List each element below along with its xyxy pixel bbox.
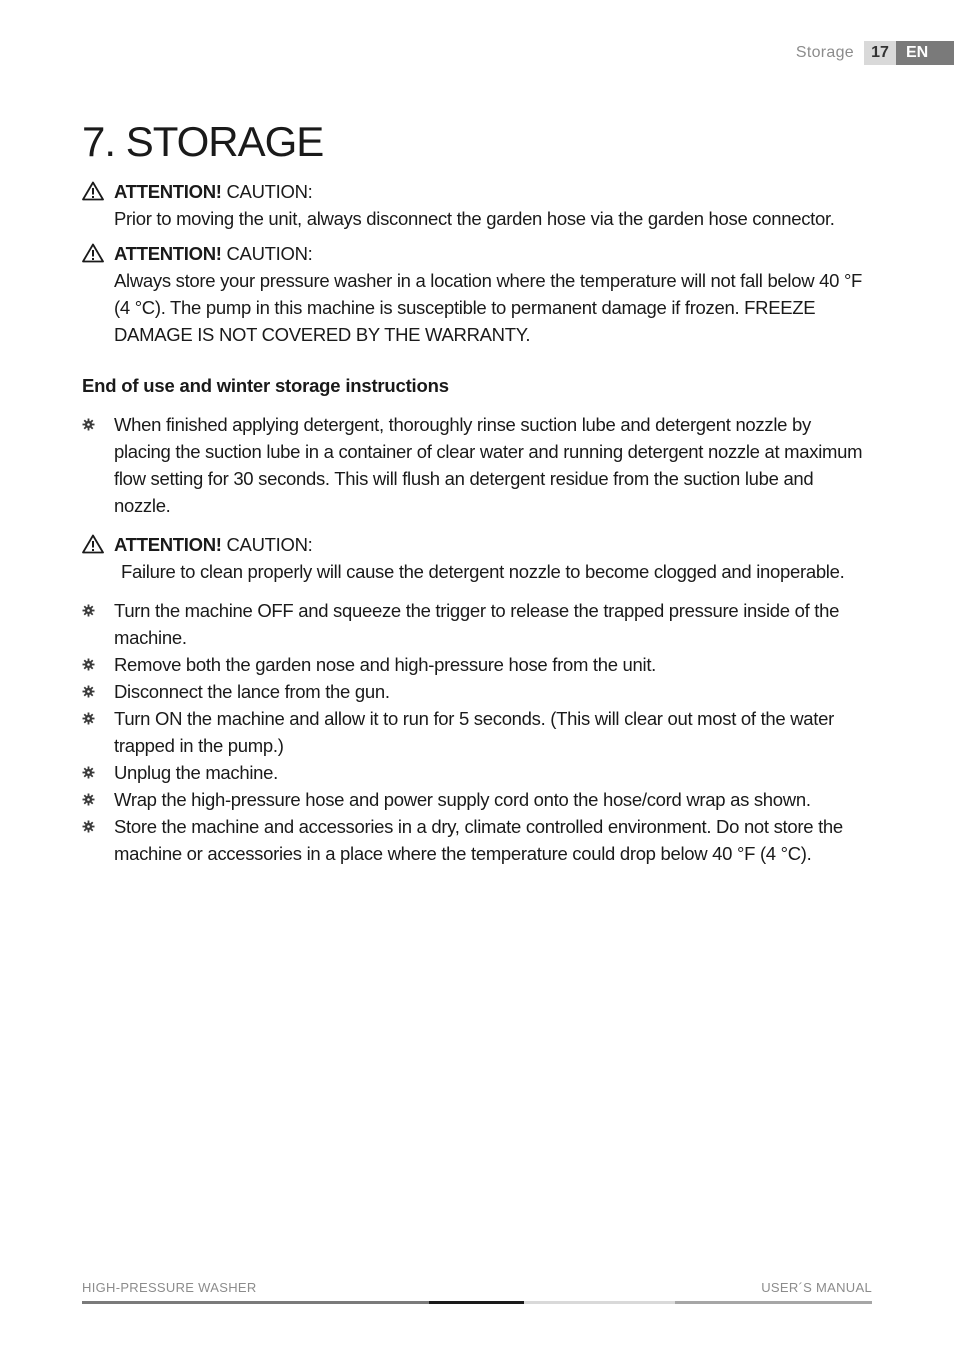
footer-bar-segment xyxy=(675,1301,872,1304)
page-title: 7. STORAGE xyxy=(82,118,324,165)
list-item xyxy=(82,651,872,678)
attention-text: Failure to clean properly will cause the detergent nozzle to become clogged and inoperable. xyxy=(121,561,845,582)
gear-bullet-icon xyxy=(82,766,95,779)
footer-bar-segment xyxy=(82,1301,429,1304)
attention-label: ATTENTION! xyxy=(114,243,222,264)
language-badge: EN xyxy=(896,41,954,65)
list-item-text: When finished applying detergent, thoroughly rinse suction lube and detergent nozzle by placing the suction lube in a container of clear water and running detergent nozzle at maximum flow setting for 30 seconds. This will flush an detergent residue from the suction lube and nozzle. xyxy=(114,414,863,516)
list-item xyxy=(82,705,872,759)
instruction-list-2 xyxy=(82,597,872,867)
attention-label: ATTENTION! xyxy=(114,534,222,555)
page-number: 17 xyxy=(864,41,896,65)
footer-document-name: USER´S MANUAL xyxy=(761,1280,872,1295)
list-item xyxy=(82,813,872,867)
list-item-text: Remove both the garden nose and high-pressure hose from the unit. xyxy=(114,654,657,675)
list-item-text: Unplug the machine. xyxy=(114,762,278,783)
gear-bullet-icon xyxy=(82,658,95,671)
attention-text: Prior to moving the unit, always disconnect the garden hose via the garden hose connector. xyxy=(114,208,835,229)
attention-block-2 xyxy=(82,240,872,348)
attention-block-3 xyxy=(82,531,872,585)
caution-label: CAUTION: xyxy=(226,534,313,555)
list-item-text: Turn ON the machine and allow it to run for 5 seconds. (This will clear out most of the water trapped in the pump.) xyxy=(114,708,834,756)
list-item xyxy=(82,597,872,651)
warning-triangle-icon xyxy=(82,243,104,263)
attention-label: ATTENTION! xyxy=(114,181,222,202)
attention-text: Always store your pressure washer in a location where the temperature will not fall below 40 °F (4 °C). The pump in this machine is susceptible to permanent damage if frozen. FREEZE DAMAGE IS NOT COVERED BY THE WARRANTY. xyxy=(114,270,863,345)
header-section-name: Storage xyxy=(795,44,854,61)
warning-triangle-icon xyxy=(82,181,104,201)
footer-bar-segment xyxy=(524,1301,675,1304)
list-item xyxy=(82,411,872,519)
list-item-text: Disconnect the lance from the gun. xyxy=(114,681,390,702)
caution-label: CAUTION: xyxy=(226,181,313,202)
list-item-text: Turn the machine OFF and squeeze the trigger to release the trapped pressure inside of the machine. xyxy=(114,600,840,648)
gear-bullet-icon xyxy=(82,820,95,833)
footer-divider-bar xyxy=(82,1301,872,1304)
list-item-text: Wrap the high-pressure hose and power supply cord onto the hose/cord wrap as shown. xyxy=(114,789,811,810)
section-subheading: End of use and winter storage instructions xyxy=(82,375,449,396)
gear-bullet-icon xyxy=(82,712,95,725)
list-item xyxy=(82,678,872,705)
instruction-list-1 xyxy=(82,411,872,519)
page-content xyxy=(82,178,872,867)
attention-block-1 xyxy=(82,178,872,232)
page-header xyxy=(796,41,954,65)
gear-bullet-icon xyxy=(82,685,95,698)
warning-triangle-icon xyxy=(82,534,104,554)
gear-bullet-icon xyxy=(82,604,95,617)
caution-label: CAUTION: xyxy=(226,243,313,264)
gear-bullet-icon xyxy=(82,418,95,431)
list-item-text: Store the machine and accessories in a dry, climate controlled environment. Do not store the machine or accessories in a place where the temperature could drop below 40 °F (4 °C). xyxy=(114,816,843,864)
list-item xyxy=(82,759,872,786)
list-item xyxy=(82,786,872,813)
gear-bullet-icon xyxy=(82,793,95,806)
footer-bar-segment xyxy=(429,1301,524,1304)
footer-product-name: HIGH-PRESSURE WASHER xyxy=(82,1280,257,1295)
